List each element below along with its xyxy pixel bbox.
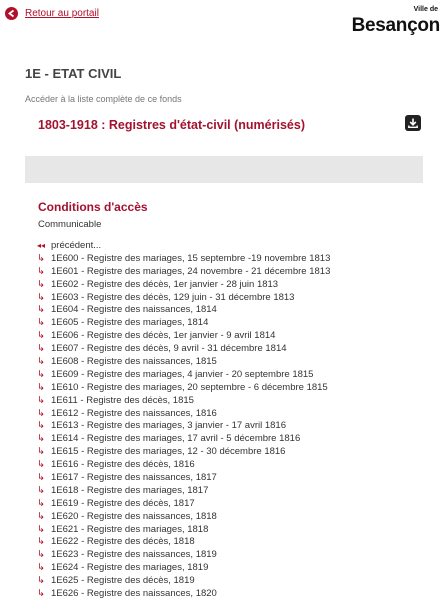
register-item[interactable] [37, 485, 330, 498]
access-conditions-value: Communicable [38, 219, 102, 230]
register-item[interactable] [37, 356, 330, 369]
logo-text: Besançon [351, 15, 440, 36]
register-item[interactable] [37, 395, 330, 408]
register-item[interactable] [37, 498, 330, 511]
register-item-label[interactable]: 1E600 - Registre des mariages, 15 septembre -19 novembre 1813 [51, 252, 331, 264]
register-item-label[interactable]: 1E607 - Registre des décès, 9 avril - 31 décembre 1814 [51, 343, 287, 355]
return-arrow-icon: ↳ [37, 497, 45, 509]
register-item[interactable] [37, 459, 330, 472]
register-item-label[interactable]: 1E626 - Registre des naissances, 1820 [51, 588, 217, 600]
top-bar [0, 0, 448, 60]
register-item[interactable] [37, 369, 330, 382]
return-arrow-icon: ↳ [37, 291, 45, 303]
register-item[interactable] [37, 279, 330, 292]
return-arrow-icon: ↳ [37, 523, 45, 535]
return-arrow-icon: ↳ [37, 510, 45, 522]
return-arrow-icon: ↳ [37, 433, 45, 445]
register-item-label[interactable]: 1E605 - Registre des mariages, 1814 [51, 317, 209, 329]
register-item-label[interactable]: 1E621 - Registre des mariages, 1818 [51, 523, 209, 535]
access-full-list-link[interactable]: Accéder à la liste complète de ce fonds [25, 94, 182, 104]
return-arrow-icon: ↳ [37, 381, 45, 393]
previous-label[interactable]: précédent... [51, 240, 102, 251]
register-item[interactable] [37, 524, 330, 537]
register-item-label[interactable]: 1E610 - Registre des mariages, 20 septembre - 6 décembre 1815 [51, 381, 328, 393]
series-title[interactable]: 1803-1918 : Registres d'état-civil (numérisés) [38, 118, 305, 132]
register-item[interactable] [37, 446, 330, 459]
register-item[interactable] [37, 382, 330, 395]
register-item-label[interactable]: 1E613 - Registre des mariages, 3 janvier - 17 avril 1816 [51, 420, 286, 432]
register-item-label[interactable]: 1E612 - Registre des naissances, 1816 [51, 407, 217, 419]
double-left-arrow-icon: ◂◂ [37, 241, 46, 250]
register-item[interactable] [37, 549, 330, 562]
register-item[interactable] [37, 330, 330, 343]
register-item-label[interactable]: 1E601 - Registre des mariages, 24 novembre - 21 décembre 1813 [51, 265, 331, 277]
register-list [37, 240, 330, 601]
logo-small-text: Ville de [413, 6, 438, 13]
return-arrow-icon: ↳ [37, 278, 45, 290]
download-icon [407, 117, 419, 129]
register-item-label[interactable]: 1E604 - Registre des naissances, 1814 [51, 304, 217, 316]
register-item[interactable] [37, 292, 330, 305]
register-item-label[interactable]: 1E606 - Registre des décès, 1er janvier - 9 avril 1814 [51, 330, 276, 342]
return-arrow-icon: ↳ [37, 562, 45, 574]
return-arrow-icon: ↳ [37, 575, 45, 587]
return-arrow-icon: ↳ [37, 588, 45, 600]
register-item[interactable] [37, 317, 330, 330]
return-arrow-icon: ↳ [37, 472, 45, 484]
return-arrow-icon: ↳ [37, 446, 45, 458]
return-arrow-icon: ↳ [37, 356, 45, 368]
register-item[interactable] [37, 472, 330, 485]
register-item-label[interactable]: 1E614 - Registre des mariages, 17 avril - 5 décembre 1816 [51, 433, 301, 445]
back-to-portal[interactable] [5, 7, 99, 20]
register-item-label[interactable]: 1E619 - Registre des décès, 1817 [51, 497, 195, 509]
register-item-label[interactable]: 1E603 - Registre des décès, 129 juin - 31 décembre 1813 [51, 291, 295, 303]
return-arrow-icon: ↳ [37, 330, 45, 342]
return-arrow-icon: ↳ [37, 265, 45, 277]
return-arrow-icon: ↳ [37, 484, 45, 496]
register-item-label[interactable]: 1E608 - Registre des naissances, 1815 [51, 356, 217, 368]
return-arrow-icon: ↳ [37, 420, 45, 432]
previous-link[interactable] [37, 240, 330, 253]
return-arrow-icon: ↳ [37, 343, 45, 355]
register-item[interactable] [37, 420, 330, 433]
register-item[interactable] [37, 562, 330, 575]
register-item-label[interactable]: 1E624 - Registre des mariages, 1819 [51, 562, 209, 574]
register-item[interactable] [37, 253, 330, 266]
register-item[interactable] [37, 588, 330, 601]
register-item[interactable] [37, 343, 330, 356]
return-arrow-icon: ↳ [37, 549, 45, 561]
register-item-label[interactable]: 1E620 - Registre des naissances, 1818 [51, 510, 217, 522]
register-item-label[interactable]: 1E611 - Registre des décès, 1815 [51, 394, 194, 406]
back-arrow-icon[interactable] [5, 7, 18, 20]
return-arrow-icon: ↳ [37, 407, 45, 419]
register-item-label[interactable]: 1E622 - Registre des décès, 1818 [51, 536, 195, 548]
return-arrow-icon: ↳ [37, 394, 45, 406]
register-item-label[interactable]: 1E625 - Registre des décès, 1819 [51, 575, 195, 587]
return-arrow-icon: ↳ [37, 317, 45, 329]
back-link[interactable]: Retour au portail [25, 8, 99, 19]
register-item-label[interactable]: 1E618 - Registre des mariages, 1817 [51, 484, 209, 496]
register-item[interactable] [37, 511, 330, 524]
register-item[interactable] [37, 536, 330, 549]
return-arrow-icon: ↳ [37, 536, 45, 548]
register-item-label[interactable]: 1E602 - Registre des décès, 1er janvier - 28 juin 1813 [51, 278, 279, 290]
register-item-label[interactable]: 1E617 - Registre des naissances, 1817 [51, 472, 217, 484]
return-arrow-icon: ↳ [37, 304, 45, 316]
register-item-label[interactable]: 1E623 - Registre des naissances, 1819 [51, 549, 217, 561]
separator-band [25, 156, 423, 183]
register-item[interactable] [37, 575, 330, 588]
register-item[interactable] [37, 304, 330, 317]
return-arrow-icon: ↳ [37, 368, 45, 380]
register-item-label[interactable]: 1E609 - Registre des mariages, 4 janvier - 20 septembre 1815 [51, 368, 314, 380]
page-title: 1E - ETAT CIVIL [25, 66, 122, 81]
access-conditions-title: Conditions d'accès [38, 200, 148, 214]
download-button[interactable] [405, 115, 421, 131]
city-logo[interactable] [348, 5, 440, 45]
register-item[interactable] [37, 433, 330, 446]
return-arrow-icon: ↳ [37, 459, 45, 471]
register-item-label[interactable]: 1E615 - Registre des mariages, 12 - 30 décembre 1816 [51, 446, 286, 458]
register-item[interactable] [37, 408, 330, 421]
return-arrow-icon: ↳ [37, 252, 45, 264]
register-item-label[interactable]: 1E616 - Registre des décès, 1816 [51, 459, 195, 471]
register-item[interactable] [37, 266, 330, 279]
